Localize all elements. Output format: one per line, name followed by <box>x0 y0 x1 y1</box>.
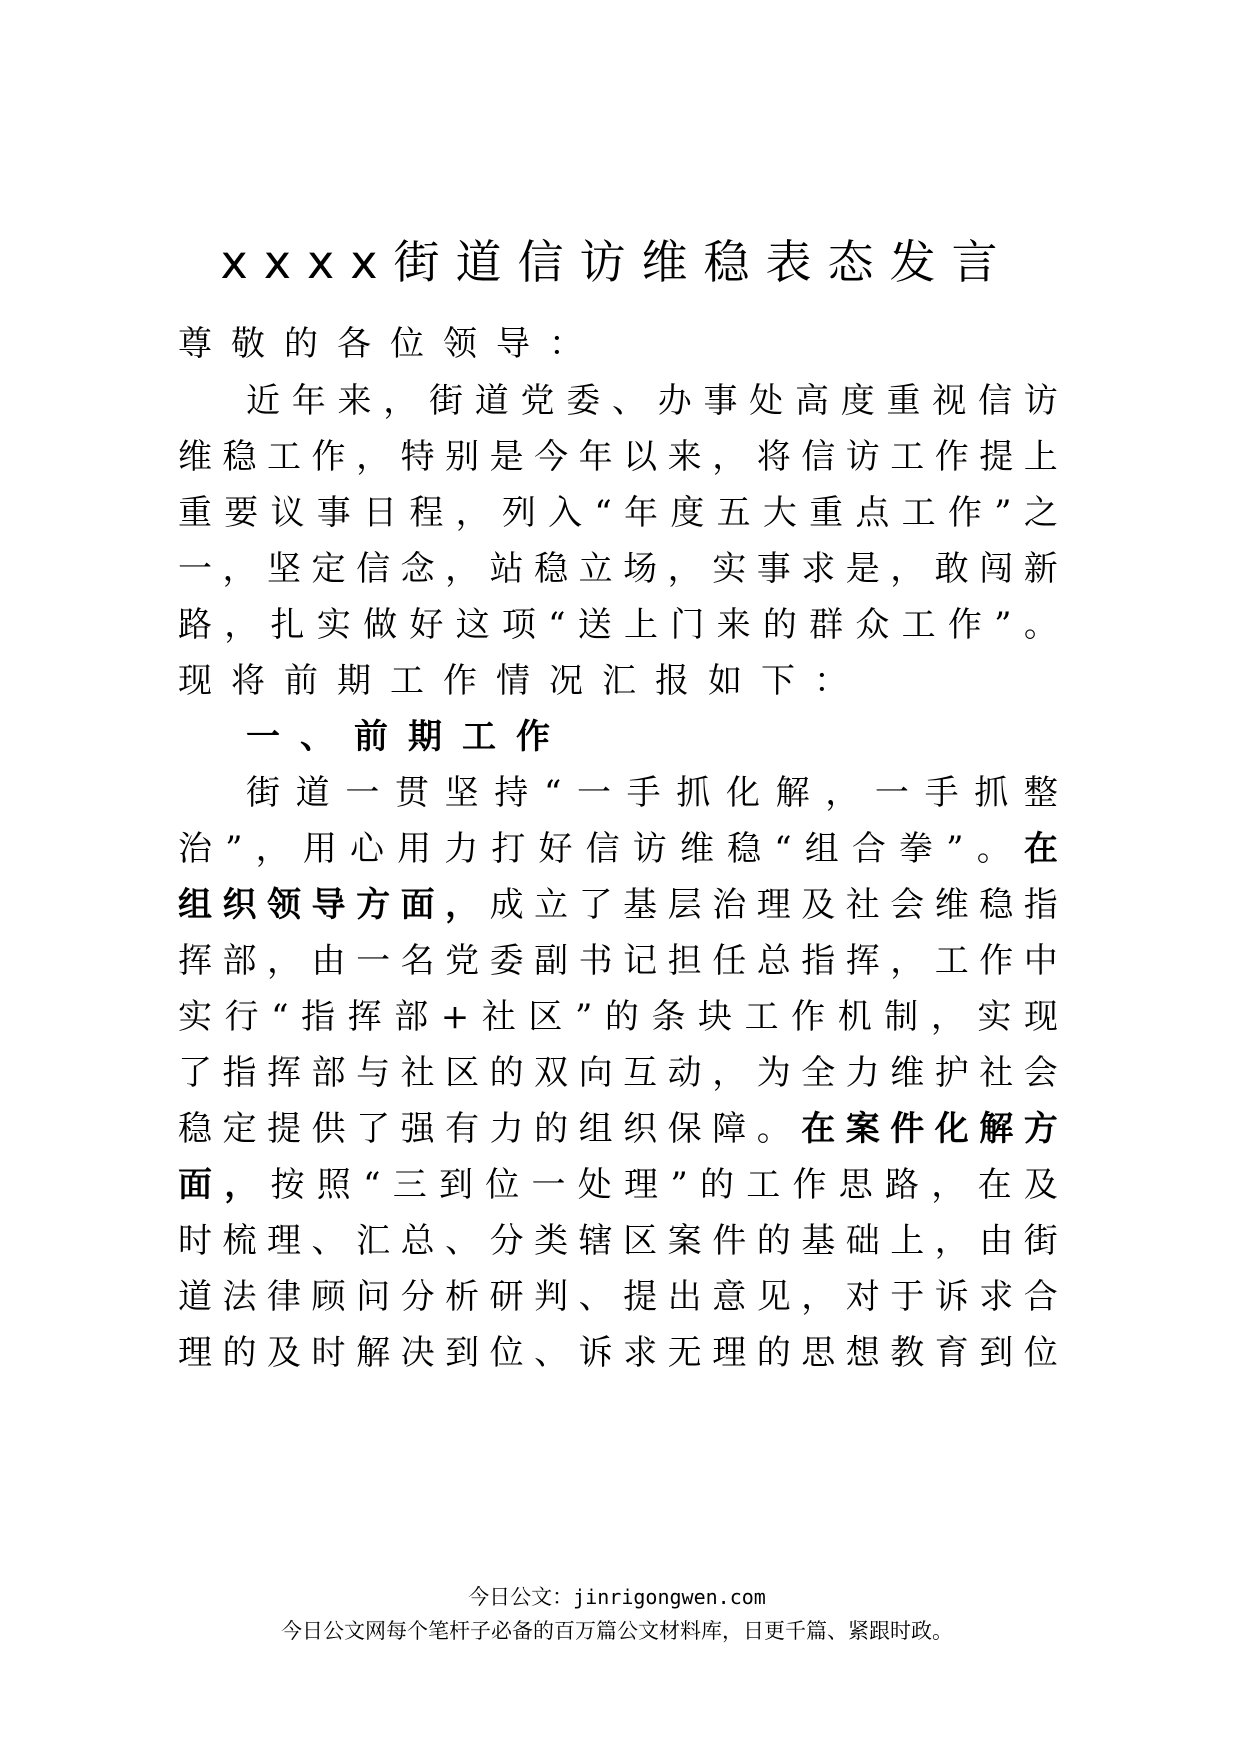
footer-tagline: 今日公文网每个笔杆子必备的百万篇公文材料库，日更千篇、紧跟时政。 <box>281 1619 953 1643</box>
paragraph2-line6: 了 指 挥 部 与 社 区 的 双 向 互 动 ， 为 全 力 维 护 社 会 <box>178 1053 1058 1093</box>
section-heading: 一、前期工作 <box>246 717 570 757</box>
salutation: 尊敬的各位领导： <box>178 324 602 364</box>
paragraph2-line7: 稳 定 提 供 了 强 有 力 的 组 织 保 障 。 在 案 件 化 解 方 <box>178 1109 1058 1149</box>
paragraph1-line3: 重 要 议 事 日 程 ， 列 入 “ 年 度 五 大 重 点 工 作 ” 之 <box>178 493 1058 533</box>
paragraph1-line5: 路 ， 扎 实 做 好 这 项 “ 送 上 门 来 的 群 众 工 作 ” 。 <box>178 605 1058 645</box>
paragraph1-line4: 一 ， 坚 定 信 念 ， 站 稳 立 场 ， 实 事 求 是 ， 敢 闯 新 <box>178 549 1058 589</box>
paragraph2-line5: 实 行 “ 指 挥 部 + 社 区 ” 的 条 块 工 作 机 制 ， 实 现 <box>178 997 1058 1037</box>
paragraph2-line3: 组 织 领 导 方 面 ， 成 立 了 基 层 治 理 及 社 会 维 稳 指 <box>178 885 1058 925</box>
footer-label: 今日公文： <box>468 1585 574 1609</box>
footer-url-link[interactable]: jinrigongwen.com <box>573 1585 766 1609</box>
paragraph2-line10: 道 法 律 顾 问 分 析 研 判 、 提 出 意 见 ， 对 于 诉 求 合 <box>178 1277 1058 1317</box>
footer-site <box>0 1582 1234 1612</box>
paragraph1-line1: 近 年 来 ， 街 道 党 委 、 办 事 处 高 度 重 视 信 访 <box>246 381 1058 421</box>
paragraph2-line9: 时 梳 理 、 汇 总 、 分 类 辖 区 案 件 的 基 础 上 ， 由 街 <box>178 1221 1058 1261</box>
paragraph2-line1: 街 道 一 贯 坚 持 “ 一 手 抓 化 解 ， 一 手 抓 整 <box>246 773 1058 813</box>
paragraph2-line11: 理 的 及 时 解 决 到 位 、 诉 求 无 理 的 思 想 教 育 到 位 <box>178 1333 1058 1373</box>
paragraph1-line6: 现将前期工作情况汇报如下： <box>178 661 867 701</box>
document-title: xxxx街道信访维稳表态发言 <box>220 235 1014 289</box>
paragraph2-line4: 挥 部 ， 由 一 名 党 委 副 书 记 担 任 总 指 挥 ， 工 作 中 <box>178 941 1058 981</box>
paragraph1-line2: 维 稳 工 作 ， 特 别 是 今 年 以 来 ， 将 信 访 工 作 提 上 <box>178 437 1058 477</box>
paragraph2-line8: 面 ， 按 照 “ 三 到 位 一 处 理 ” 的 工 作 思 路 ， 在 及 <box>178 1165 1058 1205</box>
paragraph2-line2: 治 ” ， 用 心 用 力 打 好 信 访 维 稳 “ 组 合 拳 ” 。 在 <box>178 829 1058 869</box>
